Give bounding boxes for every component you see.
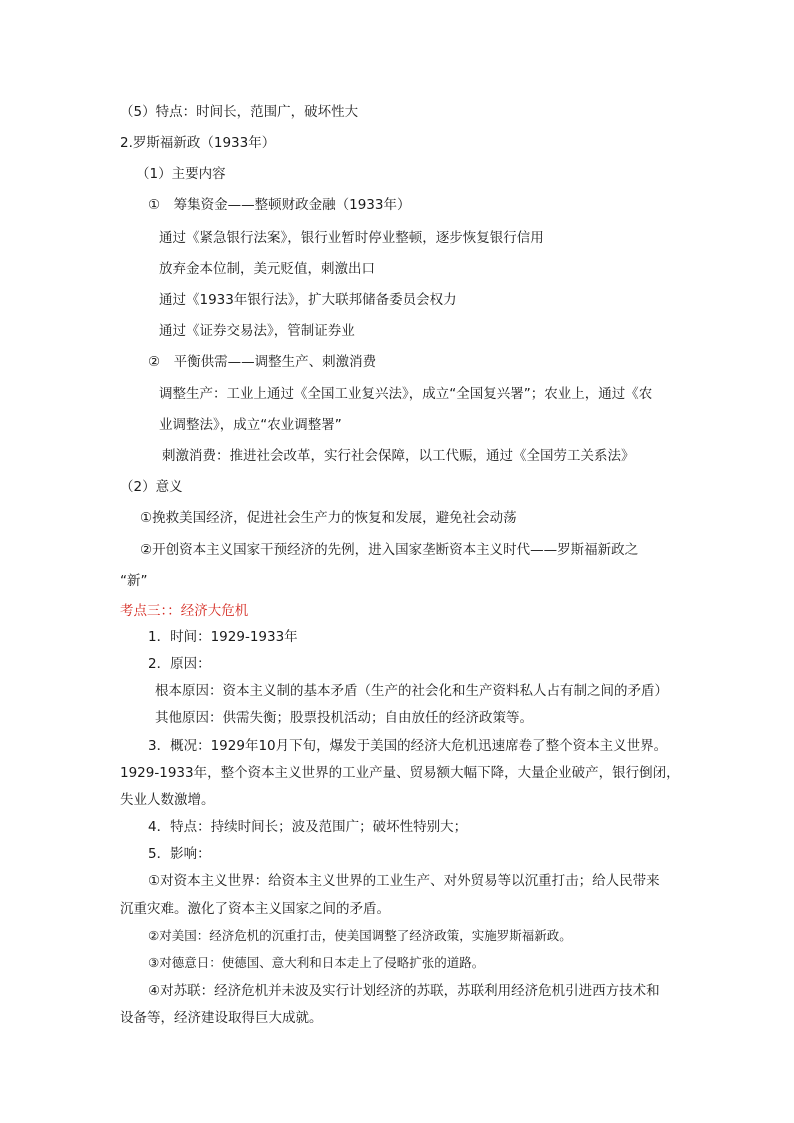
text-line: 通过《1933年银行法》，扩大联邦储备委员会权力: [159, 292, 457, 308]
text-line: ②对美国：经济危机的沉重打击，使美国调整了经济政策，实施罗斯福新政。: [148, 928, 572, 943]
subheading-main-content: （1）主要内容: [136, 166, 226, 182]
list-item-raise-funds: ① 筹集资金——整顿财政金融（1933年）: [148, 197, 411, 213]
list-item-balance-supply: ② 平衡供需——调整生产、刺激消费: [148, 354, 377, 370]
text-line-feature-summary: （5）特点：时间长，范围广，破坏性大: [120, 104, 359, 120]
text-line: “新”: [120, 573, 148, 589]
text-line: ②开创资本主义国家干预经济的先例，进入国家垄断资本主义时代——罗斯福新政之: [140, 542, 639, 558]
text-line: 通过《紧急银行法案》，银行业暂时停业整顿，逐步恢复银行信用: [159, 230, 544, 246]
text-line: 1929-1933年，整个资本主义世界的工业产量、贸易额大幅下降，大量企业破产，银行倒闭，: [120, 765, 680, 781]
text-line: ③对德意日：使德国、意大利和日本走上了侵略扩张的道路。: [148, 955, 485, 970]
text-line-overview: 3．概况：1929年10月下旬，爆发于美国的经济大危机迅速席卷了整个资本主义世界。: [148, 738, 668, 754]
text-line: 其他原因：供需失衡；股票投机活动；自由放任的经济政策等。: [155, 710, 533, 726]
text-line-time: 1．时间：1929-1933年: [148, 629, 298, 645]
text-line: ④对苏联：经济危机并未波及实行计划经济的苏联，苏联利用经济危机引进西方技术和: [148, 983, 660, 999]
section-heading-new-deal: 2.罗斯福新政（1933年）: [120, 135, 276, 151]
text-line: 沉重灾难。激化了资本主义国家之间的矛盾。: [120, 901, 390, 917]
text-line: 根本原因：资本主义制的基本矛盾（生产的社会化和生产资料私人占有制之间的矛盾）: [155, 683, 668, 699]
text-line: 放弃金本位制，美元贬值，刺激出口: [159, 261, 375, 277]
text-line: 设备等，经济建设取得巨大成就。: [120, 1010, 323, 1026]
text-line: 失业人数激增。: [120, 792, 215, 808]
text-line: ①对资本主义世界：给资本主义世界的工业生产、对外贸易等以沉重打击；给人民带来: [148, 873, 660, 889]
text-line: 调整生产：工业上通过《全国工业复兴法》，成立“全国复兴署”；农业上，通过《农: [159, 386, 653, 402]
text-line: 业调整法》，成立“农业调整署”: [159, 417, 342, 433]
text-line: 刺激消费：推进社会改革，实行社会保障，以工代赈，通过《全国劳工关系法》: [162, 448, 635, 464]
text-line-features: 4．特点：持续时间长；波及范围广；破坏性特别大；: [148, 819, 468, 835]
text-line-causes: 2．原因：: [148, 656, 211, 672]
section-heading-great-depression: 考点三：：经济大危机: [120, 603, 249, 619]
text-line-impact: 5．影响：: [148, 846, 211, 862]
text-line: 通过《证券交易法》，管制证券业: [159, 323, 355, 339]
text-line: ①挽救美国经济，促进社会生产力的恢复和发展，避免社会动荡: [140, 510, 517, 526]
subheading-significance: （2）意义: [120, 479, 183, 495]
